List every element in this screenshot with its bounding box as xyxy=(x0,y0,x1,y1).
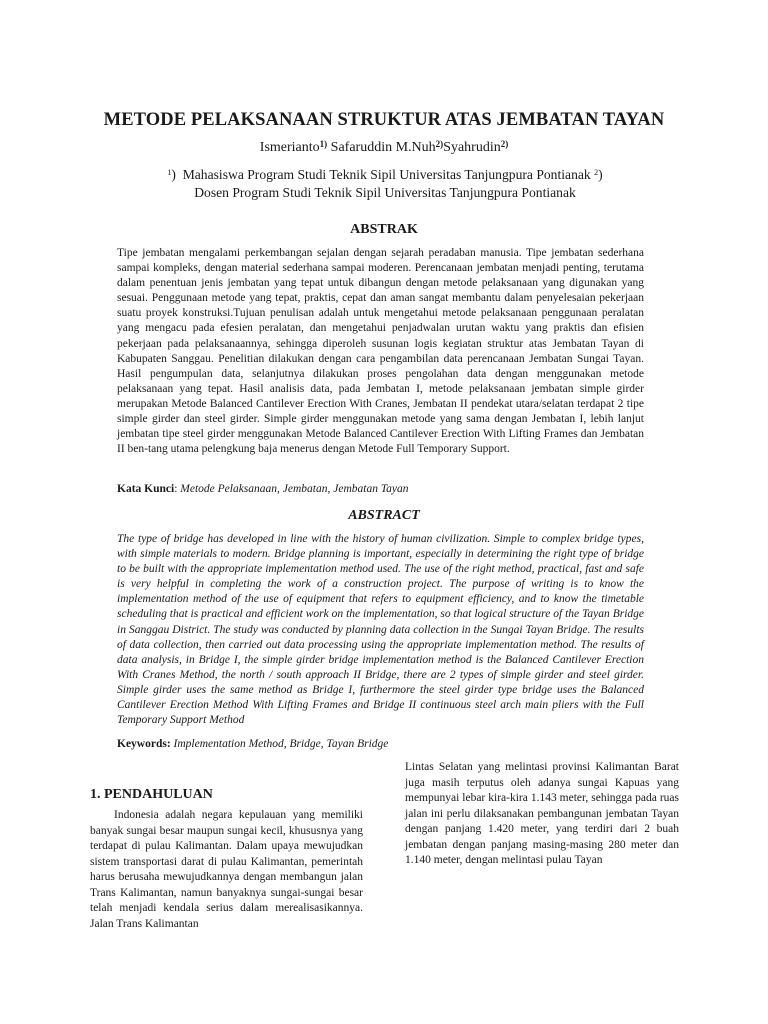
abstract-heading: ABSTRACT xyxy=(348,508,420,523)
keywords-label: Keywords: xyxy=(117,738,171,750)
author-mark: 2) xyxy=(500,139,509,149)
affiliation-1: Mahasiswa Program Studi Teknik Sipil Universitas Tanjungpura Pontianak xyxy=(182,167,591,182)
keywords-value: Implementation Method, Bridge, Tayan Bridge xyxy=(173,738,389,750)
body-left-column: Indonesia adalah negara kepulauan yang memiliki banyak sungai besar maupun sungai kecil, khususnya yang terdapat di pulau Kalimantan. Dalam upaya mewujudkan sistem transportasi darat di pulau Kalimantan, pemerintah harus berusaha mewujudkannya dengan membangun jalan Trans Kalimantan, namun banyaknya sungai-sungai besar telah menjadi kendala serius dalam merealisasikannya. Jalan Trans Kalimantan xyxy=(90,809,363,930)
affiliation-mark: 1 xyxy=(167,168,172,177)
kata-kunci-line: Kata Kunci: Metode Pelaksanaan, Jembatan, Jembatan Tayan xyxy=(117,483,409,495)
abstract-body: The type of bridge has developed in line with the history of human civilization. Simple to complex bridge types, with simple materials to modern. Bridge planning is important, especially in determining the right type of bridge to be built with the appropriate implementation method used. The use of the right method, practical, fast and safe is very helpful in completing the work of a construction project. The purpose of writing is to know the implementation method of the use of equipment that refers to equipment efficiency, and to know the timetable scheduling that is practical and efficient work on the implementation, so that logical structure of the Tayan Bridge in Sanggau District. The study was conducted by planning data collection in the Sungai Tayan Bridge. The results of data collection, then carried out data processing using the appropriate implementation method. The results of data analysis, in Bridge I, the simple girder bridge implementation method is the Balanced Cantilever Erection With Cranes Method, the north / south approach II Bridge, there are 2 types of simple girder and steel girder. Simple girder uses the same method as Bridge I, furthermore the steel girder type bridge uses the Balanced Cantilever Erection Method With Lifting Frames and Bridge II continuous steel arch main pliers with the Full Temporary Support Method xyxy=(117,533,644,727)
body-right-column: Lintas Selatan yang melintasi provinsi Kalimantan Barat juga masih terputus oleh adanya sungai Kapuas yang mempunyai lebar kira-kira 1.143 meter, sehingga pada ruas jalan ini perlu dilaksanakan pembangunan jembatan Tayan dengan panjang 1.420 meter, yang terdiri dari 2 buah jembatan dengan panjang masing-masing 280 meter dan 1.140 meter, dengan melintasi pulau Tayan xyxy=(405,761,679,866)
author-line xyxy=(0,139,768,156)
kata-kunci-value: Metode Pelaksanaan, Jembatan, Jembatan Tayan xyxy=(180,483,409,495)
affiliations: $^1$) Mahasiswa Program Studi Teknik Sipil Universitas Tanjungpura Pontianak $^2$) Dosen Program Studi Teknik Sipil Universitas Tanjungpura Pontianak xyxy=(167,167,603,200)
affiliation-2: Dosen Program Studi Teknik Sipil Universitas Tanjungpura Pontianak xyxy=(194,185,576,200)
abstrak-body: Tipe jembatan mengalami perkembangan sejalan dengan sejarah peradaban manusia. Tipe jembatan sederhana sampai kompleks, dengan material sederhana sampai moderen. Perencanaan jembatan menjadi penting, terutama dalam penentuan jenis jembatan yang tepat untuk dibangun dengan metode pelaksanaan yang digunakan yang sesuai. Penggunaan metode yang tepat, praktis, cepat dan aman sangat membantu dalam penyelesaian pekerjaan suatu proyek konstruksi.Tujuan penulisan adalah untuk mengetahui metode pelaksanaan penggunaan peralatan yang mengacu pada efesien peralatan, dan mengetahui penjadwalan urutan waktu yang praktis dan efisien pekerjaan pada pelaksanaannya, sehingga diperoleh susunan logis kegiatan struktur atas Jembatan Tayan di Kabupaten Sanggau. Penelitian dilakukan dengan cara pengambilan data perencanaan Jembatan Sungai Tayan. Hasil pengumpulan data, selanjutnya dilakukan proses pengolahan data dengan menggunakan metode pelaksanaan yang tepat. Hasil analisis data, pada Jembatan I, metode pelaksanaan jembatan simple girder merupakan Metode Balanced Cantilever Erection With Cranes, Jembatan II pendekat utara/selatan terdapat 2 tipe simple girder dan steel girder. Simple girder menggunakan metode yang sama dengan Jembatan I, lebih lanjut jembatan tipe steel girder menggunakan Metode Balanced Cantilever Erection With Lifting Frames dan Jembatan II ben-tang utama pelengkung baja menerus dengan Metode Full Temporary Support. xyxy=(117,247,644,456)
affiliation-mark: 2 xyxy=(594,168,599,177)
author-name: Syahrudin xyxy=(443,140,501,155)
keywords-line xyxy=(117,738,388,750)
author-mark: 1) xyxy=(319,139,328,149)
author-mark: 2) xyxy=(435,139,444,149)
abstrak-heading: ABSTRAK xyxy=(350,222,418,237)
author-name: Ismerianto xyxy=(259,140,320,155)
section-heading: 1. PENDAHULUAN xyxy=(90,787,213,802)
kata-kunci-label: Kata Kunci xyxy=(117,483,175,495)
paper-title: METODE PELAKSANAAN STRUKTUR ATAS JEMBATAN TAYAN xyxy=(103,110,665,130)
author-name: Safaruddin M.Nuh xyxy=(330,140,436,155)
